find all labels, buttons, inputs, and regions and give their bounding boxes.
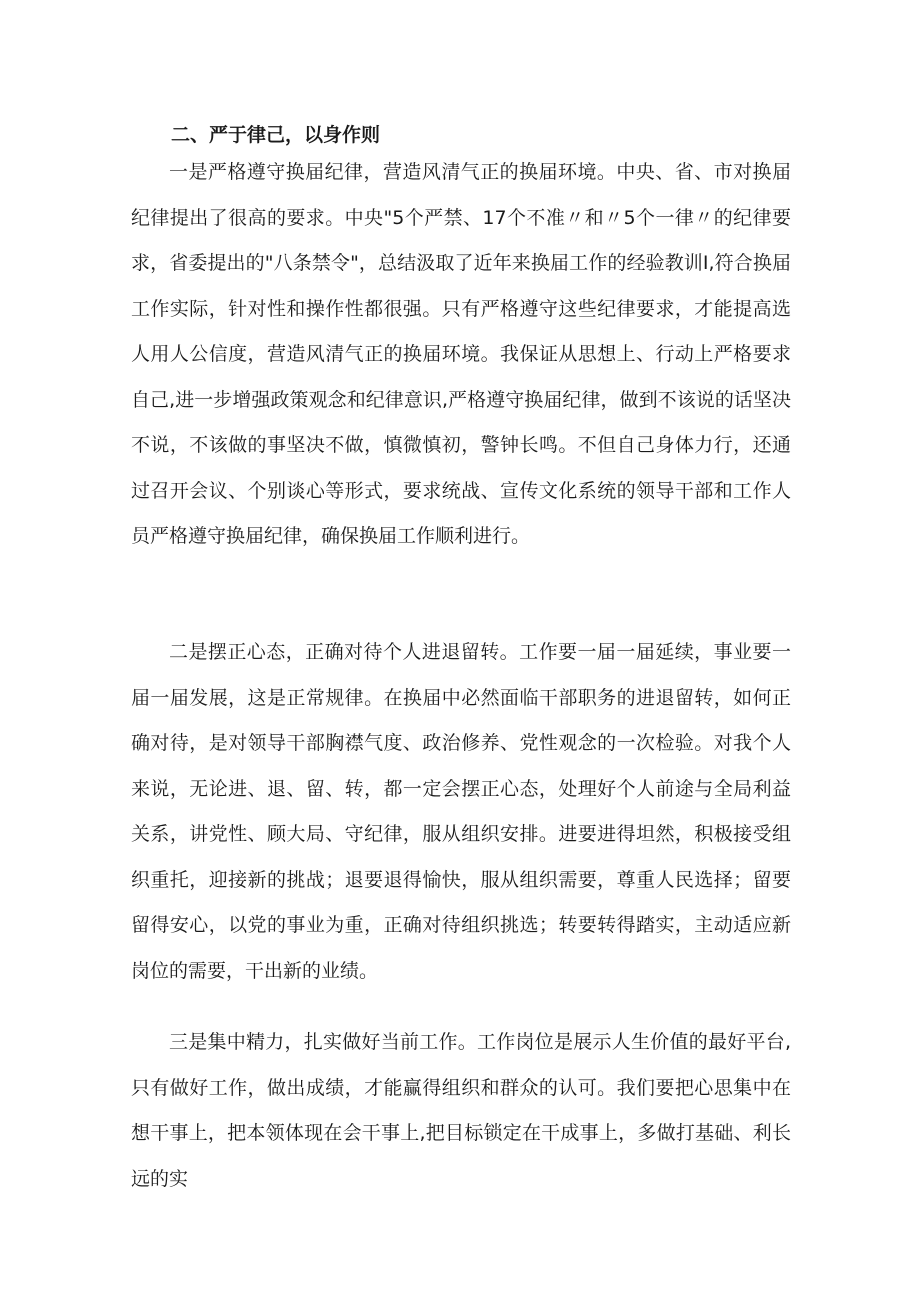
paragraph-discipline: 一是严格遵守换届纪律，营造风清气正的换届环境。中央、省、市对换届纪律提出了很高的要求。中央"5个严禁、17个不准〃和〃5个一律〃的纪律要求，省委提出的"八条禁令"，总结汲取了近年来换届工作的经验教训I,符合换届工作实际，针对性和操作性都很强。只有严格遵守这些纪律要求，才能提高选人用人公信度，营造风清气正的换届环境。我保证从思想上、行动上严格要求自己,进一步增强政策观念和纪律意识,严格遵守换届纪律，做到不该说的话坚决不说，不该做的事坚决不做，慎微慎初，警钟长鸣。不但自己身体力行，还通过召开会议、个别谈心等形式，要求统战、宣传文化系统的领导干部和工作人员严格遵守换届纪律，确保换届工作顺利进行。 [131, 161, 791, 547]
paragraph-focus-work: 三是集中精力，扎实做好当前工作。工作岗位是展示人生价值的最好平台,只有做好工作，做出成绩，才能赢得组织和群众的认可。我们要把心思集中在想干事上，把本领体现在会干事上,把目标锁定在干成事上，多做打基础、利长远的实 [131, 1031, 791, 1190]
paragraph-mindset: 二是摆正心态，正确对待个人进退留转。工作要一届一届延续，事业要一届一届发展，这是正常规律。在换届中必然面临干部职务的进退留转，如何正确对待，是对领导干部胸襟气度、政治修养、党性观念的一次检验。对我个人来说，无论进、退、留、转，都一定会摆正心态，处理好个人前途与全局利益关系，讲党性、顾大局、守纪律，服从组织安排。进要进得坦然，积极接受组织重托，迎接新的挑战；退要退得愉快，服从组织需要，尊重人民选择；留要留得安心，以党的事业为重，正确对待组织挑选；转要转得踏实，主动适应新岗位的需要，干出新的业绩。 [131, 641, 791, 982]
section-heading: 二、严于律己，以身作则 [171, 124, 381, 146]
